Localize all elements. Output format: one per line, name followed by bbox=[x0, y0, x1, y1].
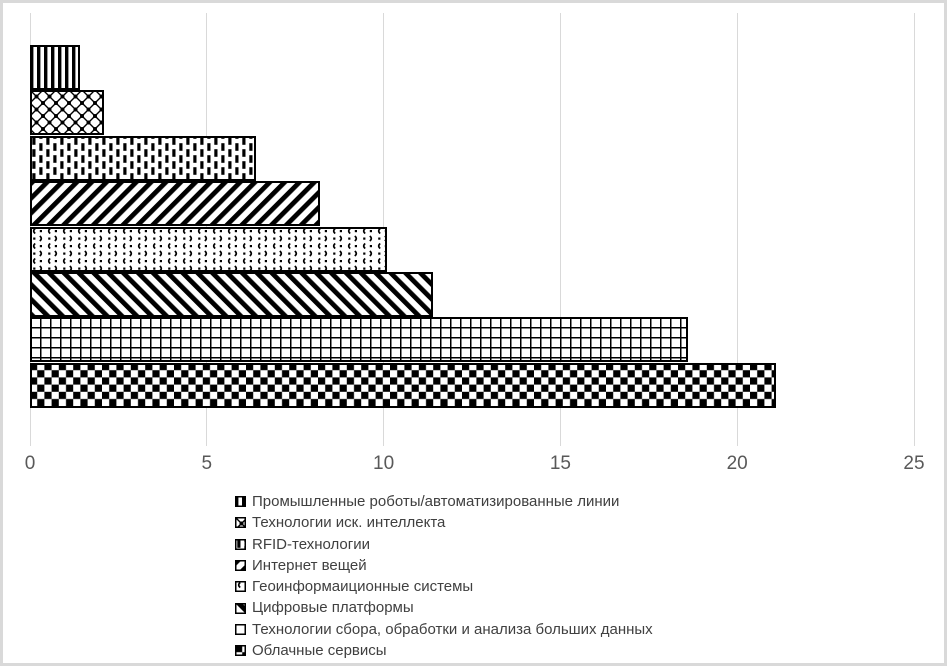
x-tick-label-25: 25 bbox=[903, 453, 925, 474]
chart-bar-4 bbox=[30, 181, 320, 226]
small-grid-icon bbox=[235, 624, 246, 635]
chart-bar-8 bbox=[30, 363, 776, 408]
legend-label: Геоинформаиционные системы bbox=[252, 578, 474, 596]
legend-item-2 bbox=[235, 512, 653, 533]
checkerboard-icon bbox=[235, 645, 246, 656]
legend-item-6 bbox=[235, 597, 653, 618]
legend-label: Промышленные роботы/автоматизированные линии bbox=[252, 493, 620, 510]
gridline-x-25 bbox=[914, 13, 915, 446]
chart-bar-1 bbox=[30, 45, 80, 90]
legend-label: Облачные сервисы bbox=[252, 642, 387, 660]
legend-item-4 bbox=[235, 555, 653, 576]
shingle-lattice-icon bbox=[235, 517, 246, 528]
diagonal-down-icon bbox=[235, 603, 246, 614]
legend-item-1 bbox=[235, 491, 653, 512]
chart-bar-2 bbox=[30, 90, 104, 135]
legend-label: RFID-технологии bbox=[252, 535, 370, 553]
x-axis bbox=[24, 453, 925, 479]
x-tick-label-20: 20 bbox=[726, 453, 748, 474]
chevron-dots-icon bbox=[235, 581, 246, 592]
chart-bar-7 bbox=[30, 317, 688, 362]
legend-label: Интернет вещей bbox=[252, 556, 367, 574]
x-tick-label-5: 5 bbox=[201, 453, 213, 474]
diagonal-up-icon bbox=[235, 560, 246, 571]
legend-item-5 bbox=[235, 576, 653, 597]
legend-item-3 bbox=[235, 534, 653, 555]
chart-bar-3 bbox=[30, 136, 256, 181]
legend-item-7 bbox=[235, 619, 653, 640]
legend-label: Цифровые платформы bbox=[252, 599, 414, 617]
legend-label: Технологии сбора, обработки и анализа больших данных bbox=[252, 620, 653, 638]
legend-label: Технологии иск. интеллекта bbox=[252, 514, 446, 532]
x-tick-label-15: 15 bbox=[549, 453, 571, 474]
x-tick-label-0: 0 bbox=[24, 453, 36, 474]
dashed-vertical-icon bbox=[235, 539, 246, 550]
legend bbox=[235, 491, 653, 661]
chart-bar-5 bbox=[30, 227, 387, 272]
chart-bar-6 bbox=[30, 272, 433, 317]
vertical-stripes-icon bbox=[235, 496, 246, 507]
x-tick-label-10: 10 bbox=[373, 453, 395, 474]
plot-area bbox=[30, 13, 914, 446]
legend-item-8 bbox=[235, 640, 653, 661]
